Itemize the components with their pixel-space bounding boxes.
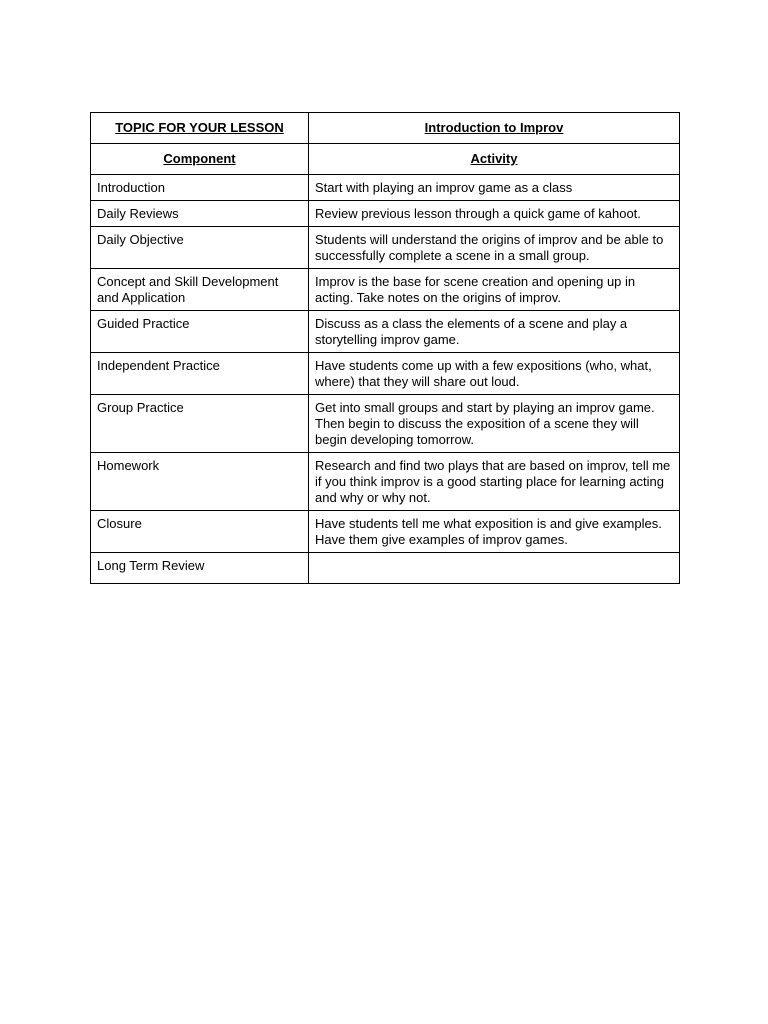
table-row xyxy=(91,311,680,353)
column-header-activity: Activity xyxy=(309,144,680,175)
table-row xyxy=(91,353,680,395)
component-cell: Daily Reviews xyxy=(91,201,309,227)
table-row xyxy=(91,553,680,584)
table-row xyxy=(91,227,680,269)
table-row xyxy=(91,395,680,453)
activity-cell: Have students tell me what exposition is and give examples. Have them give examples of improv games. xyxy=(309,511,680,553)
column-header-row xyxy=(91,144,680,175)
activity-cell: Students will understand the origins of improv and be able to successfully complete a scene in a small group. xyxy=(309,227,680,269)
activity-cell: Start with playing an improv game as a class xyxy=(309,175,680,201)
table-row xyxy=(91,269,680,311)
activity-cell: Discuss as a class the elements of a scene and play a storytelling improv game. xyxy=(309,311,680,353)
component-cell: Homework xyxy=(91,453,309,511)
component-cell: Independent Practice xyxy=(91,353,309,395)
topic-label: TOPIC FOR YOUR LESSON xyxy=(91,113,309,144)
topic-value: Introduction to Improv xyxy=(309,113,680,144)
table-row xyxy=(91,201,680,227)
activity-cell: Review previous lesson through a quick game of kahoot. xyxy=(309,201,680,227)
lesson-plan-table xyxy=(90,112,680,584)
component-cell: Group Practice xyxy=(91,395,309,453)
table-row xyxy=(91,453,680,511)
component-cell: Introduction xyxy=(91,175,309,201)
activity-cell: Improv is the base for scene creation and opening up in acting. Take notes on the origins of improv. xyxy=(309,269,680,311)
component-cell: Daily Objective xyxy=(91,227,309,269)
component-cell: Long Term Review xyxy=(91,553,309,584)
topic-row xyxy=(91,113,680,144)
component-cell: Concept and Skill Development and Application xyxy=(91,269,309,311)
activity-cell xyxy=(309,553,680,584)
component-cell: Closure xyxy=(91,511,309,553)
table-row xyxy=(91,511,680,553)
activity-cell: Have students come up with a few expositions (who, what, where) that they will share out loud. xyxy=(309,353,680,395)
activity-cell: Get into small groups and start by playing an improv game. Then begin to discuss the exposition of a scene they will begin developing tomorrow. xyxy=(309,395,680,453)
activity-cell: Research and find two plays that are based on improv, tell me if you think improv is a good starting place for learning acting and why or why not. xyxy=(309,453,680,511)
table-row xyxy=(91,175,680,201)
column-header-component: Component xyxy=(91,144,309,175)
component-cell: Guided Practice xyxy=(91,311,309,353)
